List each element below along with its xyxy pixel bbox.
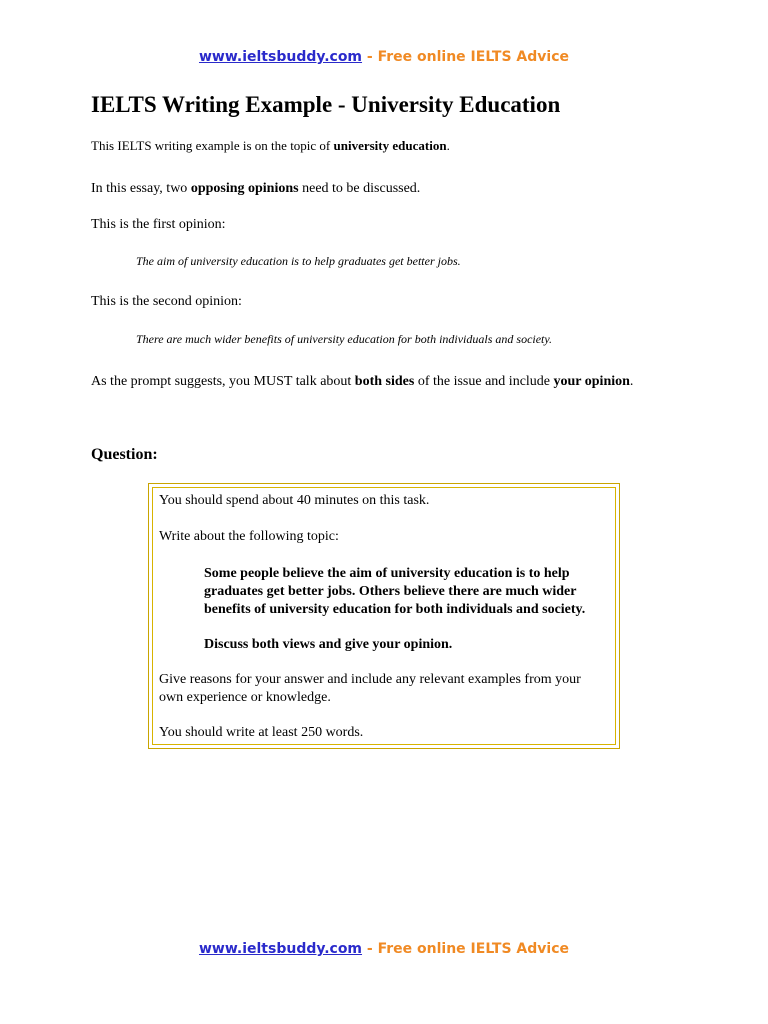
first-opinion-quote: The aim of university education is to help graduates get better jobs. bbox=[136, 254, 461, 268]
prompt-period: . bbox=[629, 374, 634, 389]
essay-paragraph bbox=[91, 181, 420, 197]
prompt-text-middle: of the issue and include bbox=[414, 374, 554, 389]
header-banner bbox=[0, 49, 768, 65]
site-link[interactable]: www.ieltsbuddy.com bbox=[198, 49, 363, 65]
task-box bbox=[148, 483, 620, 749]
task-topic-line-2: graduates get better jobs. Others believe there are much wider bbox=[204, 584, 577, 599]
task-instruction: Write about the following topic: bbox=[159, 529, 339, 544]
footer-banner bbox=[0, 941, 768, 957]
task-reasons-line-2: own experience or knowledge. bbox=[159, 690, 331, 705]
essay-text-end: need to be discussed. bbox=[298, 181, 421, 196]
intro-period: . bbox=[446, 138, 450, 153]
task-discuss: Discuss both views and give your opinion. bbox=[204, 637, 453, 652]
task-reasons-line-1: Give reasons for your answer and include any relevant examples from your bbox=[159, 672, 581, 687]
footer-separator: - bbox=[362, 941, 378, 957]
prompt-text: As the prompt suggests, you MUST talk about bbox=[91, 374, 355, 389]
intro-topic: university education bbox=[333, 138, 447, 153]
second-opinion-label: This is the second opinion: bbox=[91, 294, 242, 309]
essay-emphasis: opposing opinions bbox=[190, 181, 299, 196]
second-opinion-quote: There are much wider benefits of university education for both individuals and society. bbox=[136, 332, 553, 346]
essay-text: In this essay, two bbox=[91, 181, 191, 196]
prompt-emphasis-opinion: your opinion bbox=[553, 374, 630, 389]
task-topic bbox=[204, 565, 624, 619]
first-opinion-label: This is the first opinion: bbox=[91, 217, 226, 232]
page-title: IELTS Writing Example - University Education bbox=[91, 92, 561, 117]
question-heading: Question: bbox=[91, 446, 158, 463]
task-topic-line-1: Some people believe the aim of university education is to help bbox=[204, 566, 570, 581]
task-time: You should spend about 40 minutes on this task. bbox=[159, 493, 430, 508]
task-word-count: You should write at least 250 words. bbox=[159, 725, 364, 740]
footer-site-link[interactable]: www.ieltsbuddy.com bbox=[198, 941, 363, 957]
prompt-emphasis-sides: both sides bbox=[354, 374, 415, 389]
task-box-inner-border bbox=[152, 487, 616, 745]
task-topic-line-3: benefits of university education for both individuals and society. bbox=[204, 602, 586, 617]
prompt-paragraph bbox=[91, 374, 633, 390]
intro-paragraph bbox=[91, 138, 450, 154]
banner-separator: - bbox=[362, 49, 378, 65]
task-reasons bbox=[159, 671, 619, 707]
footer-tagline: Free online IELTS Advice bbox=[377, 941, 570, 957]
banner-tagline: Free online IELTS Advice bbox=[377, 49, 570, 65]
intro-text: This IELTS writing example is on the topic of bbox=[91, 138, 334, 153]
